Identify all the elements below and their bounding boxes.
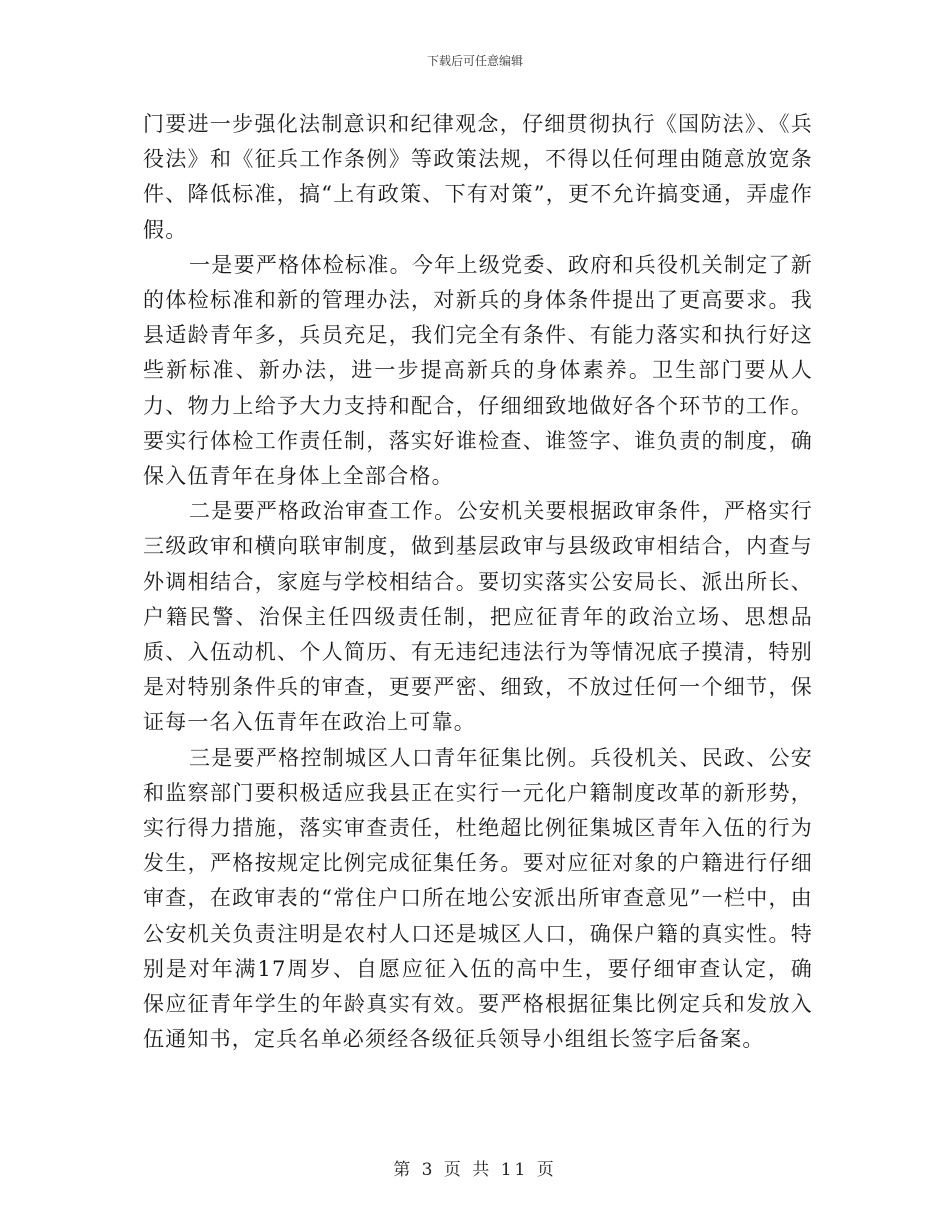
paragraph-continuation: 门要进一步强化法制意识和纪律观念，仔细贯彻执行《国防法》、《兵役法》和《征兵工作条例》等政策法规，不得以任何理由随意放宽条件、降低标准，搞“上有政策、下有对策”，更不允许搞变通，弄虚作假。 [143,112,813,242]
page-header-note: 下载后可任意编辑 [426,54,523,68]
paragraph-physical-exam: 一是要严格体检标准。今年上级党委、政府和兵役机关制定了新的体检标准和新的管理办法，对新兵的身体条件提出了更高要求。我县适龄青年多，兵员充足，我们完全有条件、有能力落实和执行好这些新标准、新办法，进一步提高新兵的身体素养。卫生部门要从人力、物力上给予大力支持和配合，仔细细致地做好各个环节的工作。要实行体检工作责任制，落实好谁检查、谁签字、谁负责的制度，确保入伍青年在身体上全部合格。 [143,252,813,489]
paragraph-political-review: 二是要严格政治审查工作。公安机关要根据政审条件，严格实行三级政审和横向联审制度，做到基层政审与县级政审相结合，内查与外调相结合，家庭与学校相结合。要切实落实公安局长、派出所长、户籍民警、治保主任四级责任制，把应征青年的政治立场、思想品质、入伍动机、个人简历、有无违纪违法行为等情况底子摸清，特别是对特别条件兵的审查，更要严密、细致，不放过任何一个细节，保证每一名入伍青年在政治上可靠。 [143,499,813,735]
paragraph-urban-ratio: 三是要严格控制城区人口青年征集比例。兵役机关、民政、公安和监察部门要积极适应我县正在实行一元化户籍制度改革的新形势，实行得力措施，落实审查责任，杜绝超比例征集城区青年入伍的行为发生，严格按规定比例完成征集任务。要对应征对象的户籍进行仔细审查，在政审表的“常住户口所在地公安派出所审查意见”一栏中，由公安机关负责注明是农村人口还是城区人口，确保户籍的真实性。特别是对年满17周岁、自愿应征入伍的高中生，要仔细审查认定，确保应征青年学生的年龄真实有效。要严格根据征集比例定兵和发放入伍通知书，定兵名单必须经各级征兵领导小组组长签字后备案。 [143,745,813,1052]
page-number-footer: 第 3 页 共 11 页 [393,1160,557,1180]
document-body [143,107,813,1057]
